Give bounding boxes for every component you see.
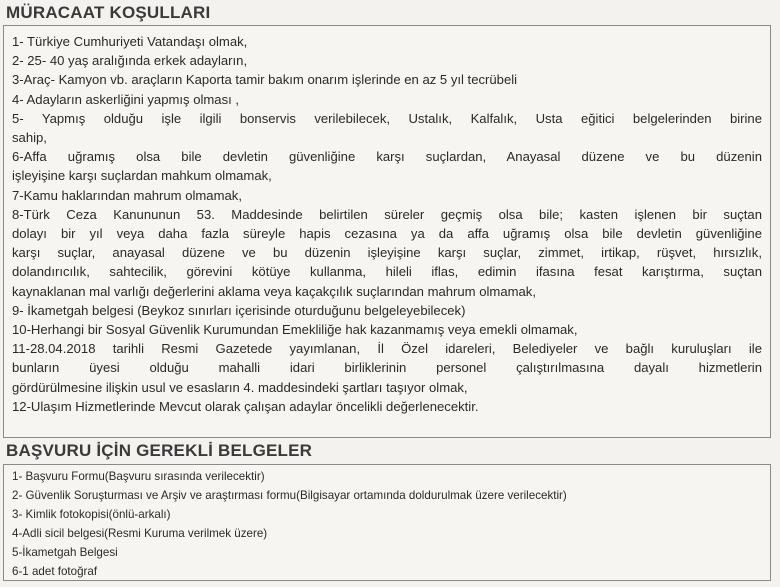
criteria-line: karşı suçlar, anayasal düzene ve bu düzenin işleyişine karşı suçlar, zimmet, irtikap, rüşvet, hırsızlık, <box>12 245 762 261</box>
criteria-line: 6-Affa uğramış olsa bile devletin güvenliğine karşı suçlardan, Anayasal düzene ve bu düzenin <box>12 149 762 165</box>
document-item: 3- Kimlik fotokopisi(önlü-arkalı) <box>12 507 171 521</box>
document-item: 1- Başvuru Formu(Başvuru sırasında verilecektir) <box>12 470 265 483</box>
criteria-line: dolandırıcılık, sahtecilik, görevini kötüye kullanma, hileli iflas, edimin ifasına fesat karıştırma, suçtan <box>12 264 762 280</box>
documents-box <box>3 464 771 581</box>
criteria-line: gördürülmesine ilişkin usul ve esasların 4. maddesindeki şartları taşıyor olmak, <box>12 379 468 395</box>
criteria-line: 8-Türk Ceza Kanununun 53. Maddesinde belirtilen süreler geçmiş olsa bile; kasten işlenen bir suçtan <box>12 206 762 222</box>
criteria-line: 7-Kamu haklarından mahrum olmamak, <box>12 187 242 203</box>
criteria-line: bunların üyesi olduğu mahalli idari birliklerinin personel çalıştırılmasına dayalı hizmetlerin <box>12 360 762 376</box>
criteria-line: 3-Araç- Kamyon vb. araçların Kaporta tamir bakım onarım işlerinde en az 5 yıl tecrübeli <box>12 72 518 88</box>
document-item: 5-İkametgah Belgesi <box>12 545 118 559</box>
document-item: 4-Adli sicil belgesi(Resmi Kuruma verilmek üzere) <box>12 526 268 540</box>
criteria-line: sahip, <box>12 130 47 146</box>
document-item: 6-1 adet fotoğraf <box>12 564 98 578</box>
criteria-line: 10-Herhangi bir Sosyal Güvenlik Kurumundan Emekliliğe hak kazanmamış veya emekli olmamak, <box>12 322 578 338</box>
criteria-line: dolayı bir yıl veya daha fazla süreyle hapis cezasına ya da affa uğramış olsa bile devletin güvenliğine <box>12 226 762 242</box>
criteria-box <box>3 25 771 438</box>
criteria-line: kaynaklanan mal varlığı değerlerini aklama veya kaçakçılık suçlarından mahrum olmamak, <box>12 283 536 299</box>
document-item: 2- Güvenlik Soruşturması ve Arşiv ve araştırması formu(Bilgisayar ortamında doldurulmak üzere verilecektir) <box>12 488 567 502</box>
criteria-line: 12-Ulaşım Hizmetlerinde Mevcut olarak çalışan adaylar öncelikli değerlenecektir. <box>12 398 479 414</box>
criteria-line: 1- Türkiye Cumhuriyeti Vatandaşı olmak, <box>12 34 248 49</box>
criteria-line: 2- 25- 40 yaş aralığında erkek adayların, <box>12 53 248 69</box>
criteria-line: 11-28.04.2018 tarihli Resmi Gazetede yayımlanan, İl Özel idareleri, Belediyeler ve bağlı kuruluşları ile <box>12 341 762 357</box>
criteria-line: 4- Adayların askerliğini yapmış olması , <box>12 91 240 107</box>
documents-heading: BAŞVURU İÇİN GEREKLİ BELGELER <box>6 441 313 460</box>
criteria-line: 5- Yapmış olduğu işle ilgili bonservis verilebilecek, Ustalık, Kalfalık, Usta eğitici belgelerinden birine <box>12 110 762 126</box>
criteria-line: 9- İkametgah belgesi (Beykoz sınırları içerisinde oturduğunu belgeleyebilecek) <box>12 302 466 318</box>
criteria-line: işleyişine karşı suçlardan mahkum olmamak, <box>12 168 272 184</box>
criteria-heading: MÜRACAAT KOŞULLARI <box>6 3 211 22</box>
